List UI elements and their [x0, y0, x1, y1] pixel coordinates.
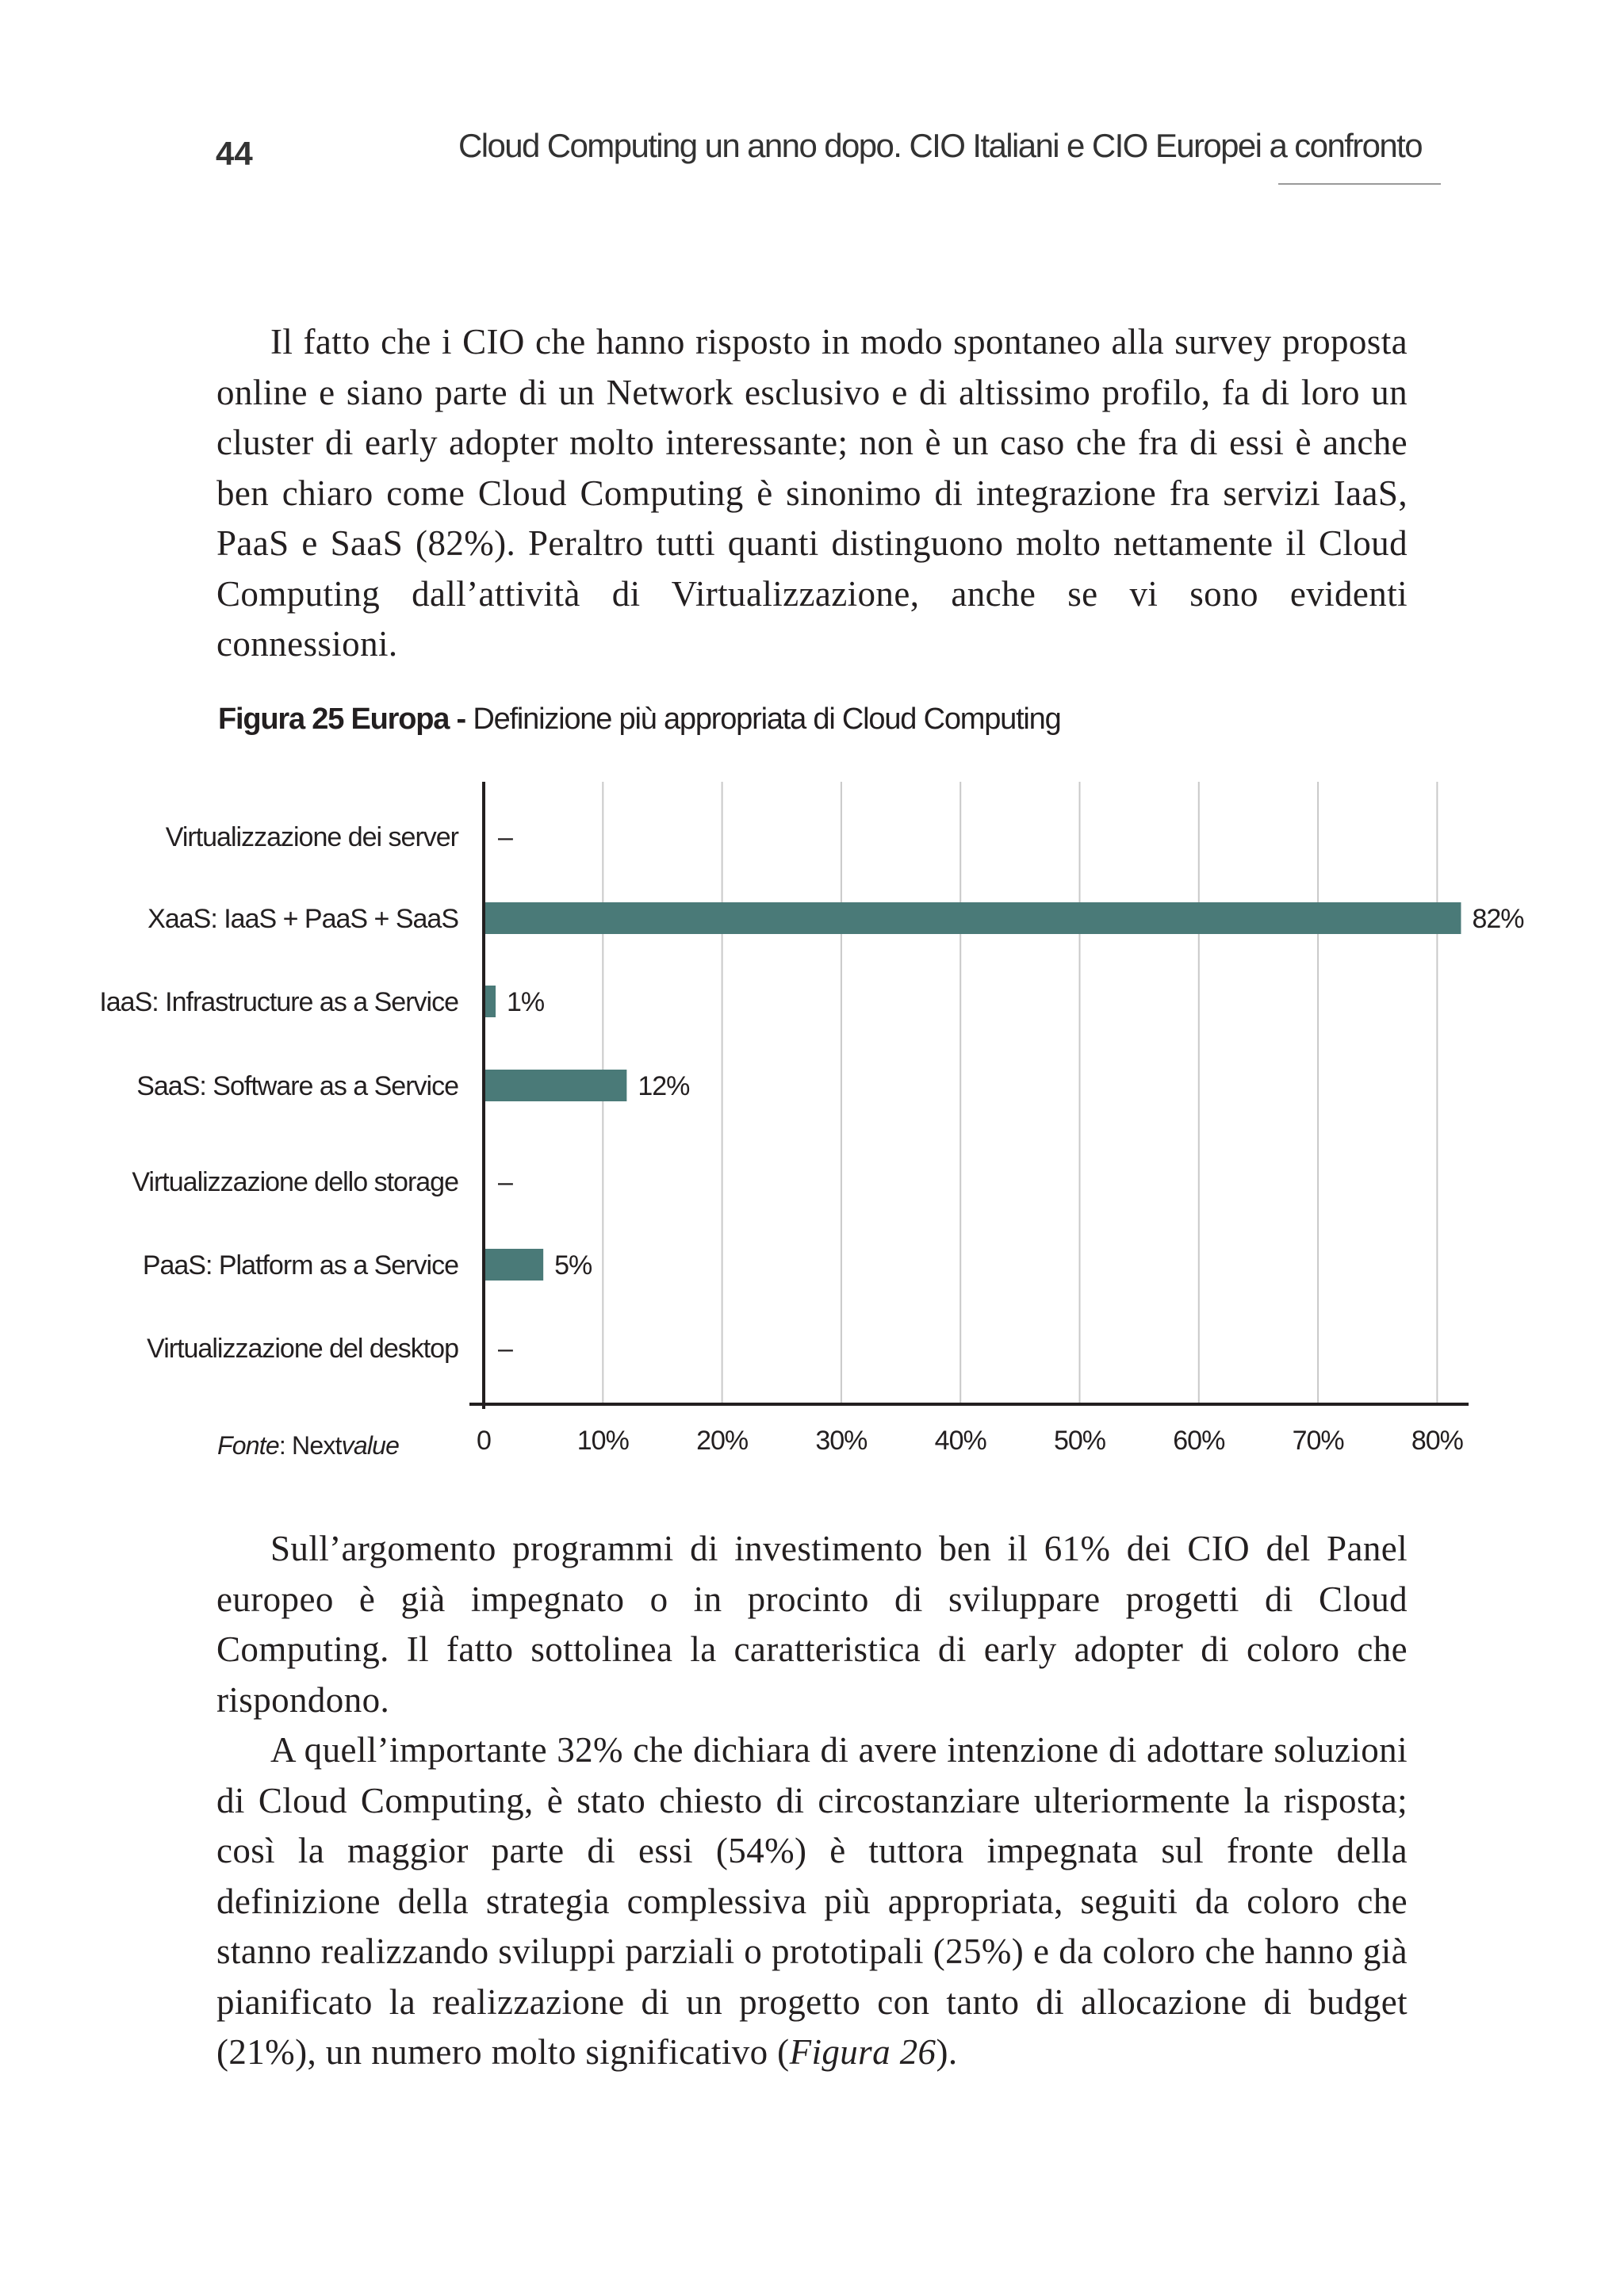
- paragraph-3-end: ).: [936, 2032, 958, 2072]
- category-label: Virtualizzazione del desktop: [147, 1334, 458, 1364]
- paragraph-3: [216, 1725, 1408, 2078]
- running-title: Cloud Computing un anno dopo. CIO Italiani e CIO Europei a confronto: [458, 127, 1423, 164]
- category-label: XaaS: IaaS + PaaS + SaaS: [147, 904, 458, 934]
- chart-source: [217, 1431, 399, 1460]
- value-label: 82%: [1472, 904, 1524, 934]
- value-label: 12%: [638, 1071, 690, 1101]
- bar-chart: [0, 777, 1624, 1475]
- x-tick-label: 80%: [1411, 1426, 1463, 1456]
- value-label: –: [498, 1167, 512, 1197]
- category-label: Virtualizzazione dei server: [165, 822, 458, 852]
- x-tick-label: 10%: [576, 1426, 629, 1456]
- source-name-suffix: value: [341, 1431, 400, 1460]
- figure-caption: [218, 702, 1061, 737]
- x-tick-label: 30%: [815, 1426, 868, 1456]
- paragraph-1: Il fatto che i CIO che hanno risposto in modo spontaneo alla survey proposta online e siano parte di un Network esclusivo e di altissimo profilo, fa di loro un cluster di early adopter molto interessante; non è un caso che fra di essi è anche ben chiaro come Cloud Computing è sinonimo di integrazione fra servizi IaaS, PaaS e SaaS (82%). Peraltro tutti quanti distinguono molto nettamente il Cloud Computing dall’attività di Virtualizzazione, anche se vi sono evidenti connessioni.: [216, 322, 1408, 664]
- value-label: –: [498, 1334, 512, 1364]
- bar: [484, 1070, 626, 1101]
- bar: [484, 986, 496, 1017]
- category-label: Virtualizzazione dello storage: [132, 1167, 458, 1197]
- x-tick-label: 50%: [1053, 1426, 1106, 1456]
- source-label: Fonte: [217, 1431, 279, 1460]
- chart-grid: [603, 782, 1437, 1404]
- category-label: IaaS: Infrastructure as a Service: [99, 987, 458, 1017]
- x-tick-label: 0: [477, 1426, 491, 1456]
- page-number: 44: [216, 135, 253, 172]
- x-tick-label: 70%: [1292, 1426, 1344, 1456]
- x-tick-label: 20%: [696, 1426, 749, 1456]
- chart-bars: [484, 902, 1461, 1281]
- value-label: 5%: [554, 1250, 592, 1281]
- category-label: SaaS: Software as a Service: [136, 1071, 458, 1101]
- source-colon: : Next: [278, 1431, 342, 1460]
- paragraph-3-text: A quell’importante 32% che dichiara di avere intenzione di adottare soluzioni di Cloud Computing, è stato chiesto di circostanziare ulteriormente la risposta; così la maggior parte di essi (54%) è tuttora impegnata sul fronte della definizione della strategia complessiva più appropriata, seguiti da coloro che stanno realizzando sviluppi parziali o prototipali (25%) e da coloro che hanno già pianificato la realizzazione di un progetto con tanto di allocazione di budget (21%), un numero molto significativo (: [216, 1730, 1408, 2072]
- category-label: PaaS: Platform as a Service: [142, 1250, 458, 1281]
- figure-title: Definizione più appropriata di Cloud Computing: [473, 702, 1061, 736]
- header-rule: [1278, 183, 1441, 185]
- paragraph-2: Sull’argomento programmi di investimento ben il 61% dei CIO del Panel europeo è già impegnato o in procinto di sviluppare progetti di Cloud Computing. Il fatto sottolinea la caratteristica di early adopter di coloro che rispondono.: [216, 1529, 1408, 1720]
- figure-label: Figura 25 Europa -: [218, 702, 466, 736]
- bar: [484, 902, 1461, 934]
- x-tick-label: 60%: [1173, 1426, 1225, 1456]
- bar: [484, 1249, 543, 1281]
- x-tick-label: 40%: [934, 1426, 986, 1456]
- value-label: 1%: [507, 987, 545, 1017]
- figure-reference: Figura 26: [789, 2032, 936, 2072]
- value-label: –: [498, 822, 512, 852]
